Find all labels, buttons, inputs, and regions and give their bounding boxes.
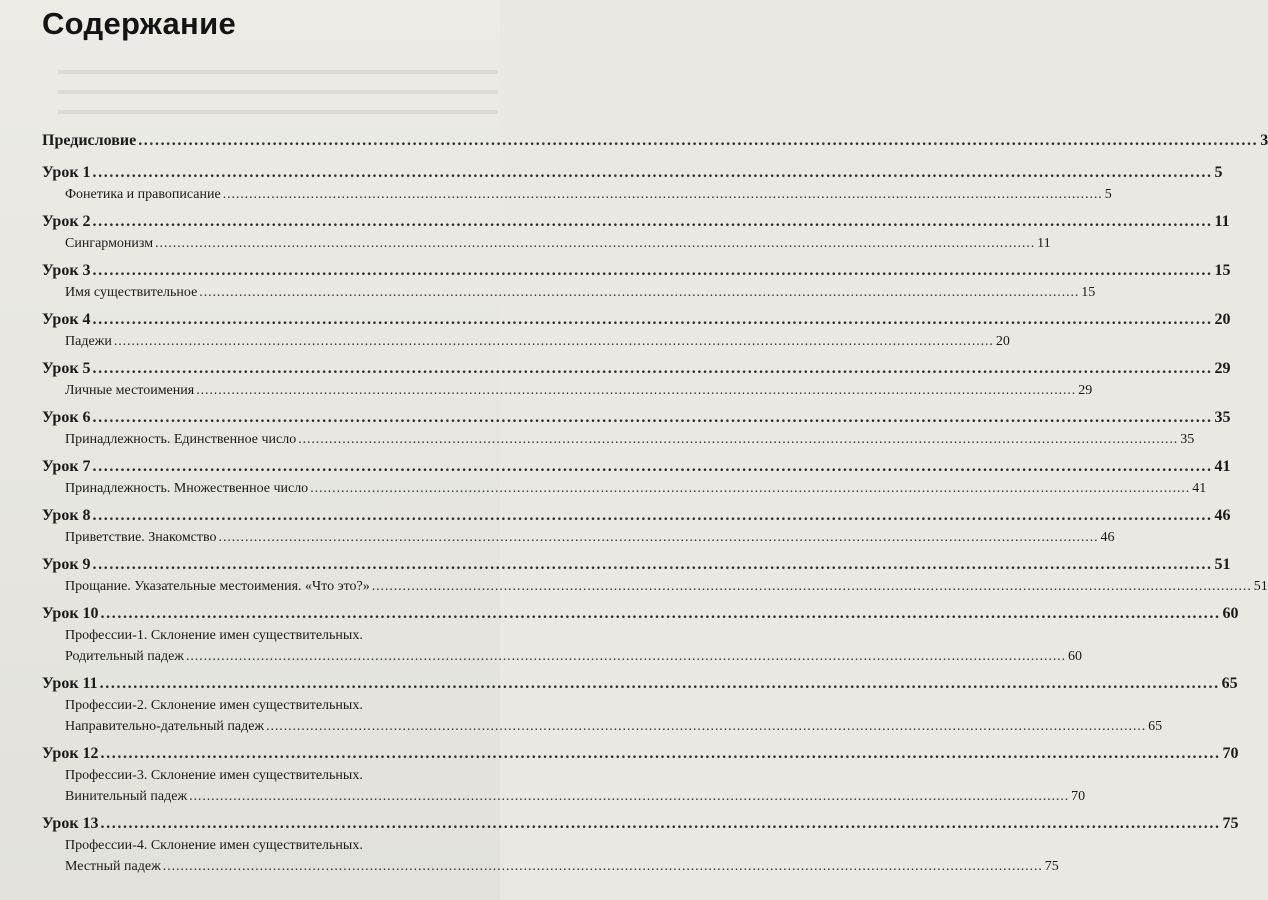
- dot-leader: ........................................................................................................................................................................................................: [199, 285, 1080, 300]
- lesson-label: Урок 5: [42, 360, 91, 377]
- lesson-page-number: 60: [1222, 605, 1239, 622]
- dot-leader: ........................................................................................................................................................................................................: [92, 360, 1213, 377]
- dot-leader: ........................................................................................................................................................................................................: [196, 383, 1077, 398]
- lesson-page-number: 20: [1214, 311, 1231, 328]
- toc-lesson-item: [42, 260, 1231, 304]
- subtopic-line: Профессии-2. Склонение имен существительных.: [65, 698, 363, 713]
- subtopic-label: Падежи: [65, 334, 112, 349]
- subtopic-row: [42, 282, 1096, 304]
- preface-row: [42, 130, 1268, 152]
- dot-leader: ........................................................................................................................................................................................................: [100, 745, 1221, 762]
- dot-leader: ........................................................................................................................................................................................................: [92, 507, 1213, 524]
- dot-leader: ........................................................................................................................................................................................................: [298, 432, 1179, 447]
- subtopic-row: [42, 233, 1051, 255]
- subtopic-page-number: 11: [1037, 236, 1051, 251]
- page-title: Содержание: [42, 6, 236, 41]
- lesson-label: Урок 3: [42, 262, 91, 279]
- toc-lesson-item: [42, 358, 1231, 402]
- dot-leader: ........................................................................................................................................................................................................: [218, 530, 1099, 545]
- lesson-row: [42, 456, 1231, 478]
- dot-leader: ........................................................................................................................................................................................................: [92, 213, 1213, 230]
- subtopic-line: Профессии-1. Склонение имен существительных.: [65, 628, 363, 643]
- dot-leader: ........................................................................................................................................................................................................: [92, 164, 1213, 181]
- subtopic-page-number: 65: [1148, 719, 1163, 734]
- subtopic-row: [42, 576, 1268, 598]
- lesson-row: [42, 813, 1239, 835]
- toc-lesson-item: [42, 309, 1231, 353]
- subtopic-label: Принадлежность. Множественное число: [65, 481, 309, 496]
- lesson-label: Урок 6: [42, 409, 91, 426]
- toc-lesson-item: [42, 456, 1231, 500]
- lesson-row: [42, 407, 1231, 429]
- lesson-row: [42, 162, 1223, 184]
- toc-lesson-item: [42, 505, 1231, 549]
- preface-page-number: 3: [1260, 132, 1268, 149]
- dot-leader: ........................................................................................................................................................................................................: [185, 649, 1066, 664]
- subtopic-label: Местный падеж: [65, 859, 161, 874]
- dot-leader: ........................................................................................................................................................................................................: [138, 132, 1259, 149]
- subtopic-row: [42, 478, 1207, 500]
- lesson-label: Урок 7: [42, 458, 91, 475]
- lesson-page-number: 46: [1214, 507, 1231, 524]
- subtopic-label: Сингармонизм: [65, 236, 154, 251]
- toc-lesson-item: [42, 813, 1239, 878]
- lesson-label: Урок 10: [42, 605, 99, 622]
- subtopic-label: Винительный падеж: [65, 789, 188, 804]
- dot-leader: ........................................................................................................................................................................................................: [92, 409, 1213, 426]
- subtopic-page-number: 35: [1180, 432, 1195, 447]
- lesson-page-number: 29: [1214, 360, 1231, 377]
- lesson-page-number: 5: [1214, 164, 1223, 181]
- subtopic-label: Приветствие. Знакомство: [65, 530, 217, 545]
- toc-lesson-item: [42, 743, 1239, 808]
- lesson-label: Урок 8: [42, 507, 91, 524]
- dot-leader: ........................................................................................................................................................................................................: [92, 556, 1213, 573]
- subtopic-page-number: 51: [1253, 579, 1268, 594]
- dot-leader: ........................................................................................................................................................................................................: [266, 719, 1147, 734]
- subtopic-page-number: 70: [1071, 789, 1086, 804]
- lesson-page-number: 65: [1221, 675, 1238, 692]
- toc-lesson-item: [42, 211, 1230, 255]
- subtopic-page-number: 41: [1192, 481, 1207, 496]
- subtopic-label: Личные местоимения: [65, 383, 195, 398]
- spacer: [42, 878, 488, 883]
- dot-leader: ........................................................................................................................................................................................................: [100, 815, 1221, 832]
- lesson-row: [42, 673, 1238, 695]
- subtopic-label: Имя существительное: [65, 285, 198, 300]
- lesson-row: [42, 505, 1231, 527]
- lesson-label: Урок 12: [42, 745, 99, 762]
- lesson-row: [42, 603, 1239, 625]
- lesson-label: Урок 11: [42, 675, 98, 692]
- toc-lesson-item: [42, 407, 1231, 451]
- toc-lesson-item: [42, 554, 1268, 598]
- dot-leader: ........................................................................................................................................................................................................: [371, 579, 1252, 594]
- lesson-label: Урок 13: [42, 815, 99, 832]
- dot-leader: ........................................................................................................................................................................................................: [92, 262, 1213, 279]
- lesson-row: [42, 743, 1239, 765]
- subtopic-row: [42, 856, 1059, 878]
- lesson-label: Урок 9: [42, 556, 91, 573]
- dot-leader: ........................................................................................................................................................................................................: [222, 187, 1103, 202]
- dot-leader: ........................................................................................................................................................................................................: [113, 334, 994, 349]
- subtopic-row: [42, 184, 1112, 206]
- subtopic-page-number: 29: [1078, 383, 1093, 398]
- lesson-page-number: 41: [1214, 458, 1231, 475]
- subtopic-page-number: 75: [1044, 859, 1059, 874]
- subtopic-label: Родительный падеж: [65, 649, 184, 664]
- toc-lesson-item: [42, 603, 1239, 668]
- lesson-label: Урок 2: [42, 213, 91, 230]
- toc-lesson-item: [42, 162, 1223, 206]
- lesson-page-number: 70: [1222, 745, 1239, 762]
- subtopic-page-number: 46: [1100, 530, 1115, 545]
- lesson-page-number: 51: [1214, 556, 1231, 573]
- subtopic-page-number: 60: [1067, 649, 1082, 664]
- lesson-label: Урок 1: [42, 164, 91, 181]
- spacer: [42, 152, 488, 162]
- subtopic-label: Принадлежность. Единственное число: [65, 432, 297, 447]
- bleed-through-text: [58, 62, 498, 122]
- dot-leader: ........................................................................................................................................................................................................: [92, 311, 1213, 328]
- lesson-page-number: 35: [1214, 409, 1231, 426]
- subtopic-page-number: 15: [1081, 285, 1096, 300]
- toc-lesson-item: [42, 673, 1238, 738]
- subtopic-row: [42, 527, 1115, 549]
- subtopic-label: Прощание. Указательные местоимения. «Что это?»: [65, 579, 370, 594]
- dot-leader: ........................................................................................................................................................................................................: [99, 675, 1220, 692]
- preface-label: Предисловие: [42, 132, 137, 149]
- dot-leader: ........................................................................................................................................................................................................: [162, 859, 1043, 874]
- dot-leader: ........................................................................................................................................................................................................: [310, 481, 1191, 496]
- subtopic-page-number: 5: [1104, 187, 1112, 202]
- dot-leader: ........................................................................................................................................................................................................: [155, 236, 1036, 251]
- lesson-row: [42, 358, 1231, 380]
- subtopic-row: [42, 646, 1082, 668]
- subtopic-line: Профессии-3. Склонение имен существительных.: [65, 768, 363, 783]
- subtopic-label: Направительно-дательный падеж: [65, 719, 265, 734]
- dot-leader: ........................................................................................................................................................................................................: [92, 458, 1213, 475]
- subtopic-row: [42, 331, 1010, 353]
- subtopic-page-number: 20: [995, 334, 1010, 349]
- dot-leader: ........................................................................................................................................................................................................: [189, 789, 1070, 804]
- lesson-row: [42, 554, 1231, 576]
- subtopic-label: Фонетика и правописание: [65, 187, 221, 202]
- lesson-page-number: 11: [1214, 213, 1230, 230]
- lesson-label: Урок 4: [42, 311, 91, 328]
- subtopic-line: Профессии-4. Склонение имен существительных.: [65, 838, 363, 853]
- lesson-row: [42, 309, 1231, 331]
- subtopic-row: [42, 716, 1163, 738]
- table-of-contents: [42, 130, 1268, 883]
- lesson-row: [42, 260, 1231, 282]
- lesson-page-number: 75: [1222, 815, 1239, 832]
- subtopic-row: [42, 429, 1195, 451]
- lesson-page-number: 15: [1214, 262, 1231, 279]
- dot-leader: ........................................................................................................................................................................................................: [100, 605, 1221, 622]
- subtopic-row: [42, 786, 1086, 808]
- lesson-row: [42, 211, 1230, 233]
- subtopic-row: [42, 380, 1093, 402]
